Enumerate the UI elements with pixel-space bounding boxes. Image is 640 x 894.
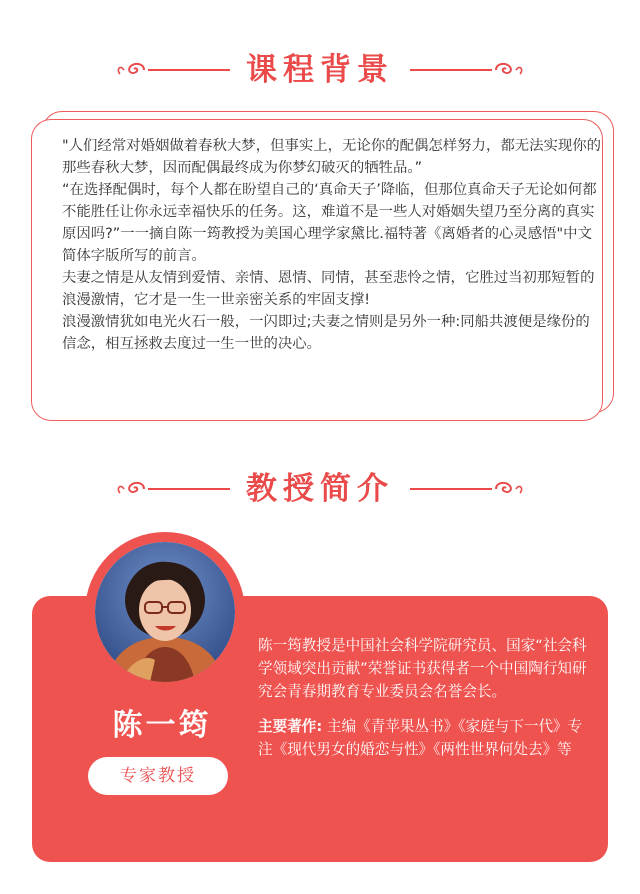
- left-ornament-icon: [114, 479, 234, 499]
- background-text: [62, 135, 602, 355]
- background-paragraph: 浪漫激情犹如电光火石一般，一闪即过;夫妻之情则是另外一种:同船共渡便是缘份的信念，相互拯救去度过一生一世的决心。: [62, 314, 590, 352]
- works-label: 主要著作:: [258, 718, 323, 735]
- background-paragraph: “在选择配偶时，每个人都在盼望自己的‘真命天子’降临，但那位真命天子无论如何都不能胜任让你永远幸福快乐的任务。这，难道不是一些人对婚姻失望乃至分离的真实原因吗?”一一摘自陈一筠教授为美国心理学家黛比.福特著《离婚者的心灵感悟"中文简体字版所写的前言。: [62, 182, 597, 264]
- works-text: 主编《青苹果丛书》《家庭与下一代》专注《现代男女的婚恋与性》《两性世界何处去》等: [258, 718, 583, 758]
- left-ornament-icon: [114, 60, 234, 80]
- right-ornament-icon: [406, 479, 526, 499]
- right-ornament-icon: [406, 60, 526, 80]
- background-paragraph: 夫妻之情是从友情到爱情、亲情、恩情、同情，甚至悲怜之情，它胜过当初那短暂的浪漫激情，它才是一生一世亲密关系的牢固支撑!: [62, 270, 595, 308]
- section-heading-background: [0, 45, 640, 95]
- professor-avatar: [95, 542, 235, 682]
- section-title: 课程背景: [246, 52, 394, 88]
- portrait-illustration: [95, 542, 235, 682]
- section-title: 教授简介: [246, 471, 394, 507]
- professor-name: 陈一筠: [112, 708, 212, 743]
- bio-text: 陈一筠教授是中国社会科学院研究员、国家“社会科学领域突出贡献”荣誉证书获得者一个中国陶行知研究会青春期教育专业委员会名誉会长。: [258, 637, 587, 700]
- section-heading-professor: [0, 464, 640, 514]
- professor-bio: [258, 634, 590, 761]
- background-paragraph: "人们经常对婚姻做着春秋大梦，但事实上，无论你的配偶怎样努力，都无法实现你的那些春秋大梦，因而配偶最终成为你梦幻破灭的牺牲品。”: [62, 138, 602, 176]
- title-badge: 专家教授: [88, 757, 228, 795]
- works-paragraph: [258, 715, 590, 761]
